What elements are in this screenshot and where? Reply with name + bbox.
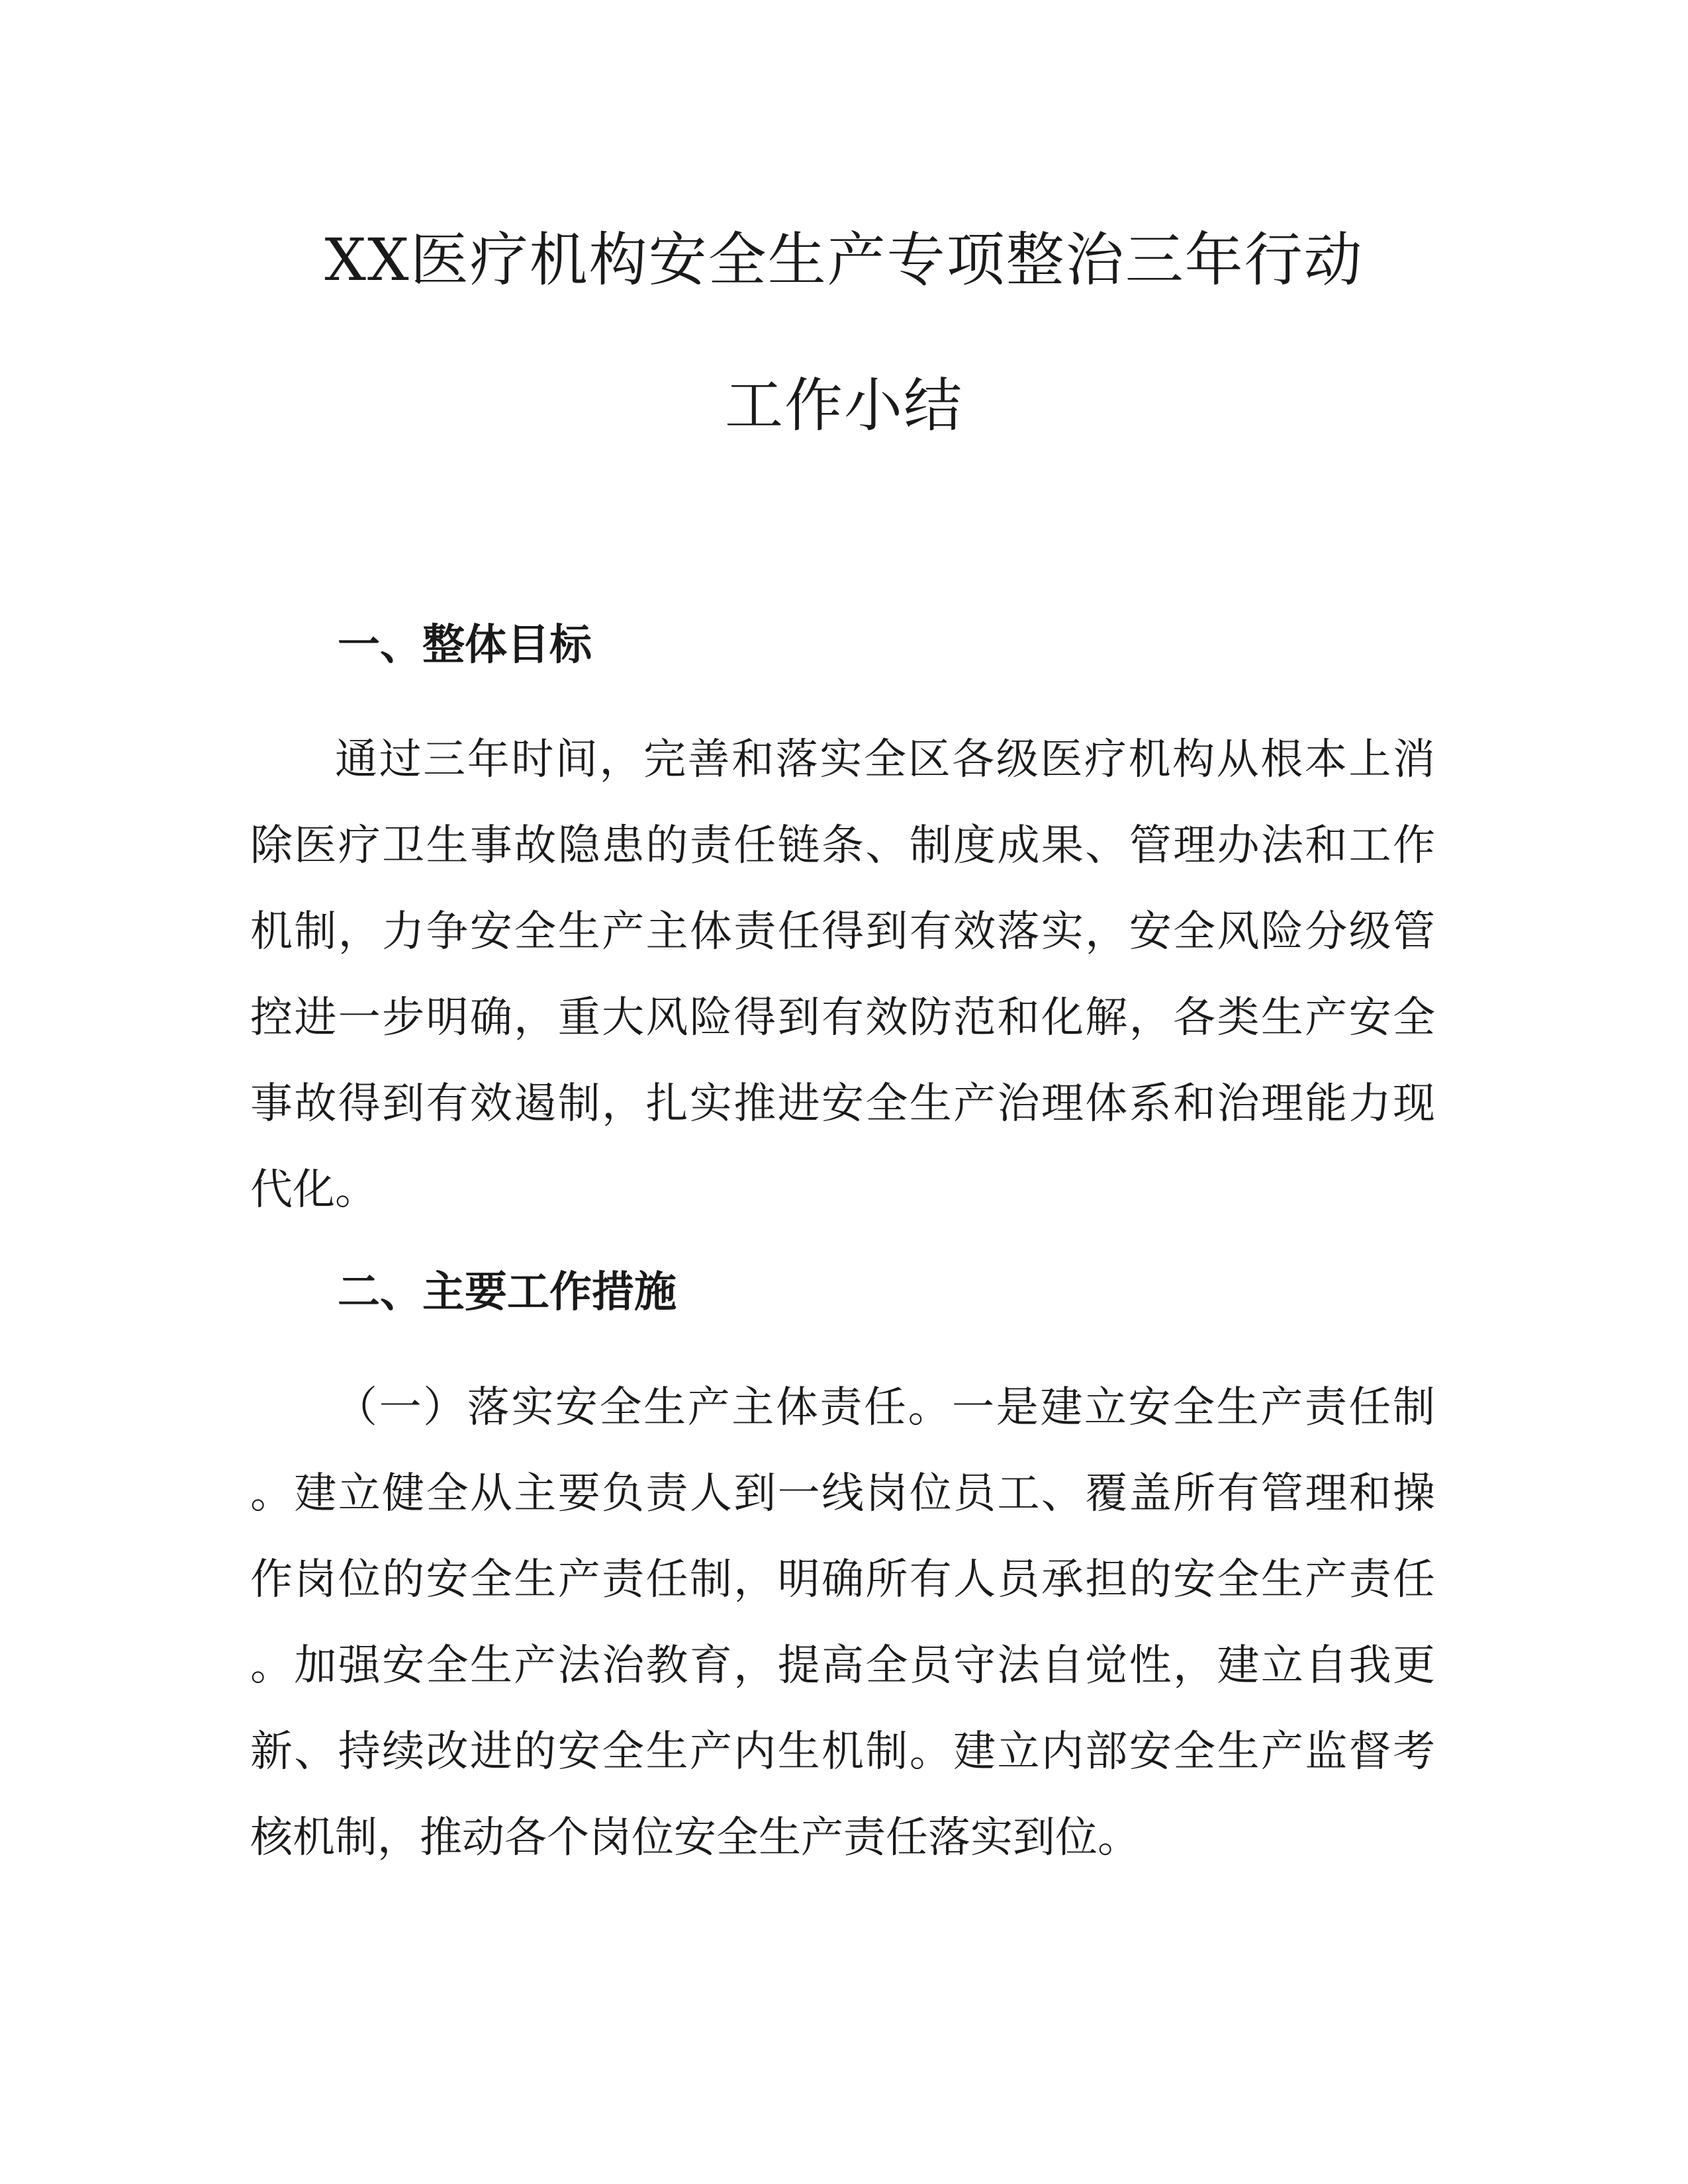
paragraph-line: 。加强安全生产法治教育，提高全员守法自觉性，建立自我更 bbox=[250, 1641, 1435, 1690]
document-title-line-1: XX医疗机构安全生产专项整治三年行动 bbox=[324, 226, 1364, 294]
paragraph-overall-goal bbox=[250, 717, 1435, 1233]
paragraph-line: 代化。 bbox=[250, 1165, 377, 1214]
paragraph-line: 核机制，推动各个岗位安全生产责任落实到位。 bbox=[250, 1813, 1140, 1862]
paragraph-line: （一）落实安全生产主体责任。一是建立安全生产责任制 bbox=[335, 1383, 1435, 1432]
paragraph-line: 控进一步明确，重大风险得到有效防范和化解，各类生产安全 bbox=[250, 993, 1435, 1042]
paragraph-line: 除医疗卫生事故隐患的责任链条、制度成果、管理办法和工作 bbox=[250, 821, 1435, 870]
paragraph-line: 事故得到有效遏制，扎实推进安全生产治理体系和治理能力现 bbox=[250, 1079, 1435, 1128]
paragraph-line: 机制，力争安全生产主体责任得到有效落实，安全风险分级管 bbox=[250, 907, 1435, 956]
section-heading-overall-goal: 一、整体目标 bbox=[338, 621, 592, 670]
paragraph-main-measures bbox=[250, 1365, 1435, 1881]
paragraph-line: 新、持续改进的安全生产内生机制。建立内部安全生产监督考 bbox=[250, 1727, 1435, 1776]
paragraph-line: 。建立健全从主要负责人到一线岗位员工、覆盖所有管理和操 bbox=[250, 1469, 1435, 1518]
section-heading-main-measures: 二、主要工作措施 bbox=[338, 1268, 677, 1317]
paragraph-line: 作岗位的安全生产责任制，明确所有人员承担的安全生产责任 bbox=[250, 1555, 1435, 1604]
document-title-line-2: 工作小结 bbox=[724, 371, 963, 439]
paragraph-line: 通过三年时间，完善和落实全区各级医疗机构从根本上消 bbox=[335, 735, 1435, 784]
